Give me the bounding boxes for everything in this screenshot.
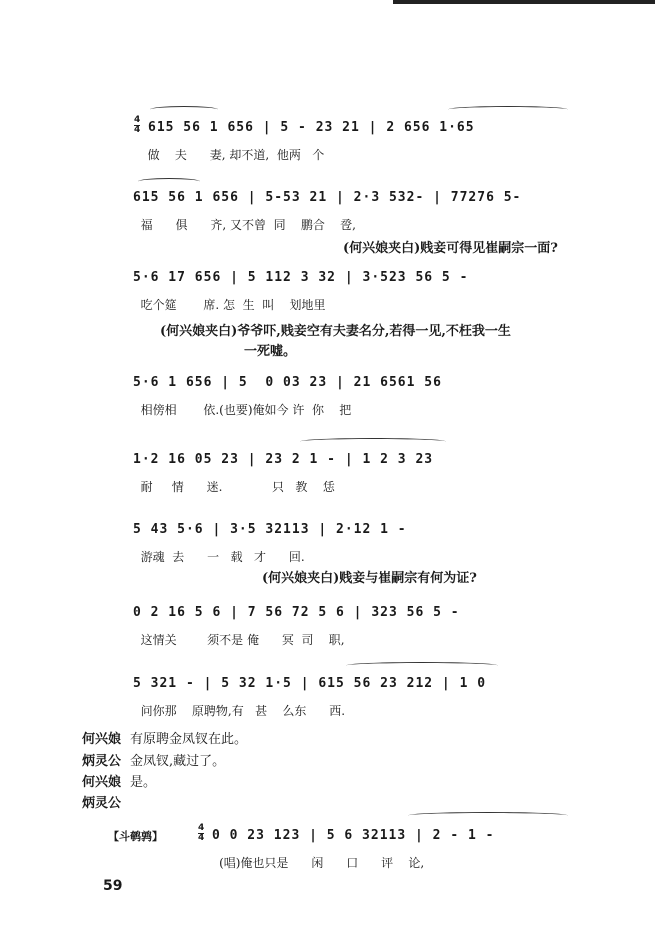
aside-4: (何兴娘夹白)贱妾与崔嗣宗有何为证? [262, 571, 477, 586]
slur [138, 178, 200, 185]
time-signature-2: 4 4 [198, 823, 205, 843]
aside-2: (何兴娘夹白)爷爷吓,贱妾空有夫妻名分,若得一见,不枉我一生 [160, 324, 511, 339]
dialogue-line: 金凤钗,藏过了。 [130, 754, 226, 769]
aside-1: (何兴娘夹白)贱妾可得见崔嗣宗一面? [343, 241, 558, 256]
speaker: 何兴娘 [82, 775, 122, 790]
time-signature: 4 4 [134, 115, 141, 135]
lyric-line-6: 游魂 去 一 载 才 回. [133, 550, 305, 564]
speaker: 炳灵公 [82, 754, 122, 769]
slur [448, 106, 568, 113]
notation-line-7: 0 2 16 5 6 | 7 56 72 5 6 | 323 56 5 - [133, 605, 460, 620]
dialogue-row [82, 750, 225, 769]
notation-line-8: 5 321 - | 5 32 1·5 | 615 56 23 212 | 1 0 [133, 676, 487, 691]
speaker: 何兴娘 [82, 732, 122, 747]
lyric-line-4: 相傍相 依.(也要)俺如今 许 你 把 [133, 403, 352, 417]
slur [346, 662, 498, 669]
slur [408, 812, 568, 819]
notation-line-3: 5·6 17 656 | 5 112 3 32 | 3·523 56 5 - [133, 270, 469, 285]
notation-line-4: 5·6 1 656 | 5 0 03 23 | 21 6561 56 [133, 375, 442, 390]
page-number: 59 [103, 878, 123, 894]
speaker: 炳灵公 [82, 796, 122, 811]
dialogue-line: 是。 [130, 775, 157, 790]
lyric-line-2: 福 俱 齐, 又不曾 同 鹏合 卺, [133, 218, 356, 232]
aside-3: 一死嘘。 [244, 344, 297, 359]
slur [150, 106, 218, 113]
notation-line-9: 0 0 23 123 | 5 6 32113 | 2 - 1 - [212, 828, 495, 843]
lyric-line-5: 耐 情 迷. 只 教 恁 [133, 480, 335, 494]
lyric-line-8: 问你那 原聘物,有 甚 么东 西. [133, 704, 346, 718]
dialogue-row [82, 771, 156, 790]
dialogue-line: 有原聘金凤钗在此。 [130, 732, 248, 747]
lyric-line-1: 做 夫 妻, 却不道, 他两 个 [140, 148, 325, 162]
tune-label: 【斗鹌鹑】 [108, 830, 163, 843]
lyric-line-3: 吃个筵 席. 怎 生 叫 划地里 [133, 298, 326, 312]
dialogue-row [82, 728, 247, 747]
slur [300, 438, 446, 445]
notation-line-2: 615 56 1 656 | 5-53 21 | 2·3 532- | 77276 5- [133, 190, 522, 205]
notation-line-6: 5 43 5·6 | 3·5 32113 | 2·12 1 - [133, 522, 407, 537]
dialogue-row [82, 792, 130, 811]
notation-line-1: 615 56 1 656 | 5 - 23 21 | 2 656 1·65 [148, 120, 475, 135]
lyric-line-9: (唱)俺也只是 闲 口 评 论, [200, 856, 425, 870]
top-border-line [393, 0, 655, 4]
notation-line-5: 1·2 16 05 23 | 23 2 1 - | 1 2 3 23 [133, 452, 434, 467]
lyric-line-7: 这情关 须不是 俺 冥 司 职, [133, 633, 345, 647]
